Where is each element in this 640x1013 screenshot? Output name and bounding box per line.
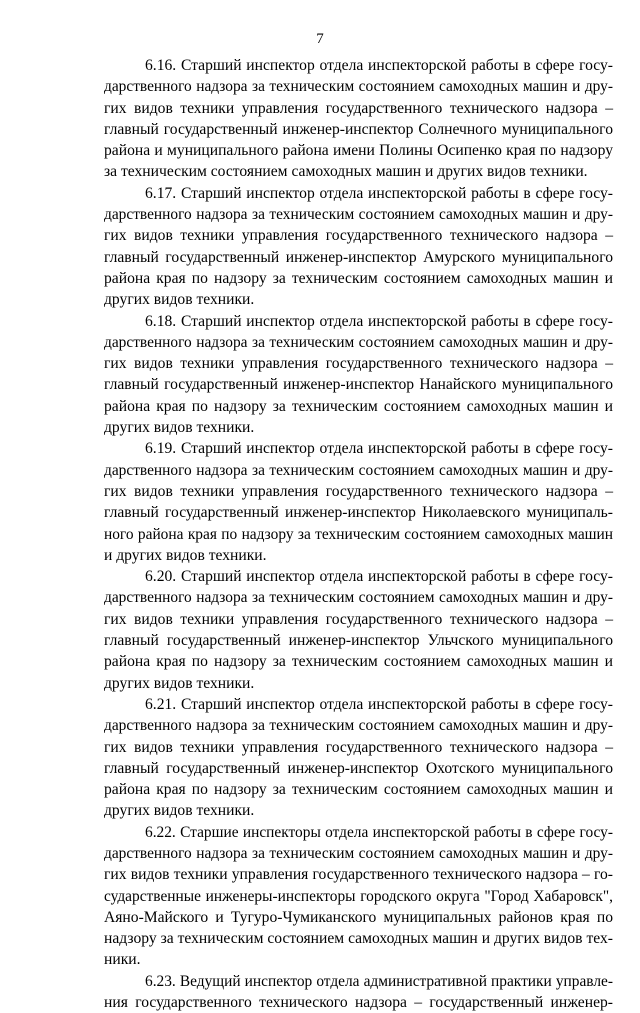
text-line: района края по надзору за техническим состоянием самоходных машин и xyxy=(104,269,613,287)
text-line: главный государственный инженер-инспектор Амурского муниципального xyxy=(104,248,613,266)
text-line: 6.23. Ведущий инспектор отдела административной практики управле- xyxy=(145,972,613,990)
text-line: других видов техники. xyxy=(104,419,255,437)
text-line: дарственного надзора за техническим состоянием самоходных машин и дру- xyxy=(104,78,613,96)
text-line: других видов техники. xyxy=(104,674,255,692)
text-line: сударственные инженеры-инспекторы городского округа "Город Хабаровск", xyxy=(104,887,613,905)
paragraph xyxy=(104,971,613,1013)
text-line: гих видов техники управления государственного технического надзора – xyxy=(104,227,613,245)
text-line: района и муниципального района имени Полины Осипенко края по надзору xyxy=(104,142,613,160)
text-line: 6.17. Старший инспектор отдела инспекторской работы в сфере госу- xyxy=(145,184,613,202)
text-line: ники. xyxy=(104,951,141,969)
text-line: 6.19. Старший инспектор отдела инспекторской работы в сфере госу- xyxy=(145,440,613,458)
text-line: ния государственного технического надзора – государственный инженер- xyxy=(104,994,613,1012)
paragraph xyxy=(104,438,613,566)
paragraph xyxy=(104,183,613,311)
text-line: гих видов техники управления государственного технического надзора – xyxy=(104,738,613,756)
text-line: гих видов техники управления государственного технического надзора – xyxy=(104,610,613,628)
text-line: дарственного надзора за техническим состоянием самоходных машин и дру- xyxy=(104,717,613,735)
text-line: 6.20. Старший инспектор отдела инспекторской работы в сфере госу- xyxy=(145,568,613,586)
text-line: Аяно-Майского и Тугуро-Чумиканского муниципальных районов края по xyxy=(104,908,613,926)
text-line: района края по надзору за техническим состоянием самоходных машин и xyxy=(104,397,613,415)
text-line: 6.16. Старший инспектор отдела инспекторской работы в сфере госу- xyxy=(145,57,613,74)
text-line: 6.21. Старший инспектор отдела инспекторской работы в сфере госу- xyxy=(145,695,613,713)
text-line: дарственного надзора за техническим состоянием самоходных машин и дру- xyxy=(104,461,613,479)
text-line: ного района края по надзору за техническим состоянием самоходных машин xyxy=(104,525,613,543)
text-line: гих видов техники управления государственного технического надзора – xyxy=(104,99,613,117)
text-line: гих видов техники управления государственного технического надзора – xyxy=(104,355,613,373)
document-body xyxy=(104,55,613,1013)
paragraph xyxy=(104,822,613,971)
text-line: района края по надзору за техническим состоянием самоходных машин и xyxy=(104,781,613,799)
paragraph xyxy=(104,566,613,694)
text-line: надзору за техническим состоянием самоходных машин и других видов тех- xyxy=(104,930,613,948)
text-line: дарственного надзора за техническим состоянием самоходных машин и дру- xyxy=(104,333,613,351)
paragraph xyxy=(104,55,613,183)
page-number: 7 xyxy=(316,31,324,47)
text-line: главный государственный инженер-инспектор Солнечного муниципального xyxy=(104,120,613,138)
text-line: других видов техники. xyxy=(104,802,255,820)
text-line: других видов техники. xyxy=(104,291,255,309)
text-line: и других видов техники. xyxy=(104,546,267,564)
text-line: главный государственный инженер-инспектор Ульчского муниципального xyxy=(104,632,613,650)
text-line: 6.18. Старший инспектор отдела инспекторской работы в сфере госу- xyxy=(145,312,613,330)
text-line: дарственного надзора за техническим состоянием самоходных машин и дру- xyxy=(104,589,613,607)
text-line: района края по надзору за техническим состоянием самоходных машин и xyxy=(104,653,613,671)
paragraph xyxy=(104,694,613,822)
text-line: главный государственный инженер-инспектор Охотского муниципального xyxy=(104,759,613,777)
text-line: дарственного надзора за техническим состоянием самоходных машин и дру- xyxy=(104,206,613,224)
text-line: за техническим состоянием самоходных машин и других видов техники. xyxy=(104,163,588,181)
text-line: главный государственный инженер-инспектор Николаевского муниципаль- xyxy=(104,504,613,522)
text-line: гих видов техники управления государственного технического надзора – xyxy=(104,482,613,500)
text-line: гих видов техники управления государственного технического надзора – го- xyxy=(104,866,613,884)
text-line: дарственного надзора за техническим состоянием самоходных машин и дру- xyxy=(104,844,613,862)
text-line: главный государственный инженер-инспектор Нанайского муниципального xyxy=(104,376,613,394)
text-line: 6.22. Старшие инспекторы отдела инспекторской работы в сфере госу- xyxy=(145,823,613,841)
paragraph xyxy=(104,311,613,439)
